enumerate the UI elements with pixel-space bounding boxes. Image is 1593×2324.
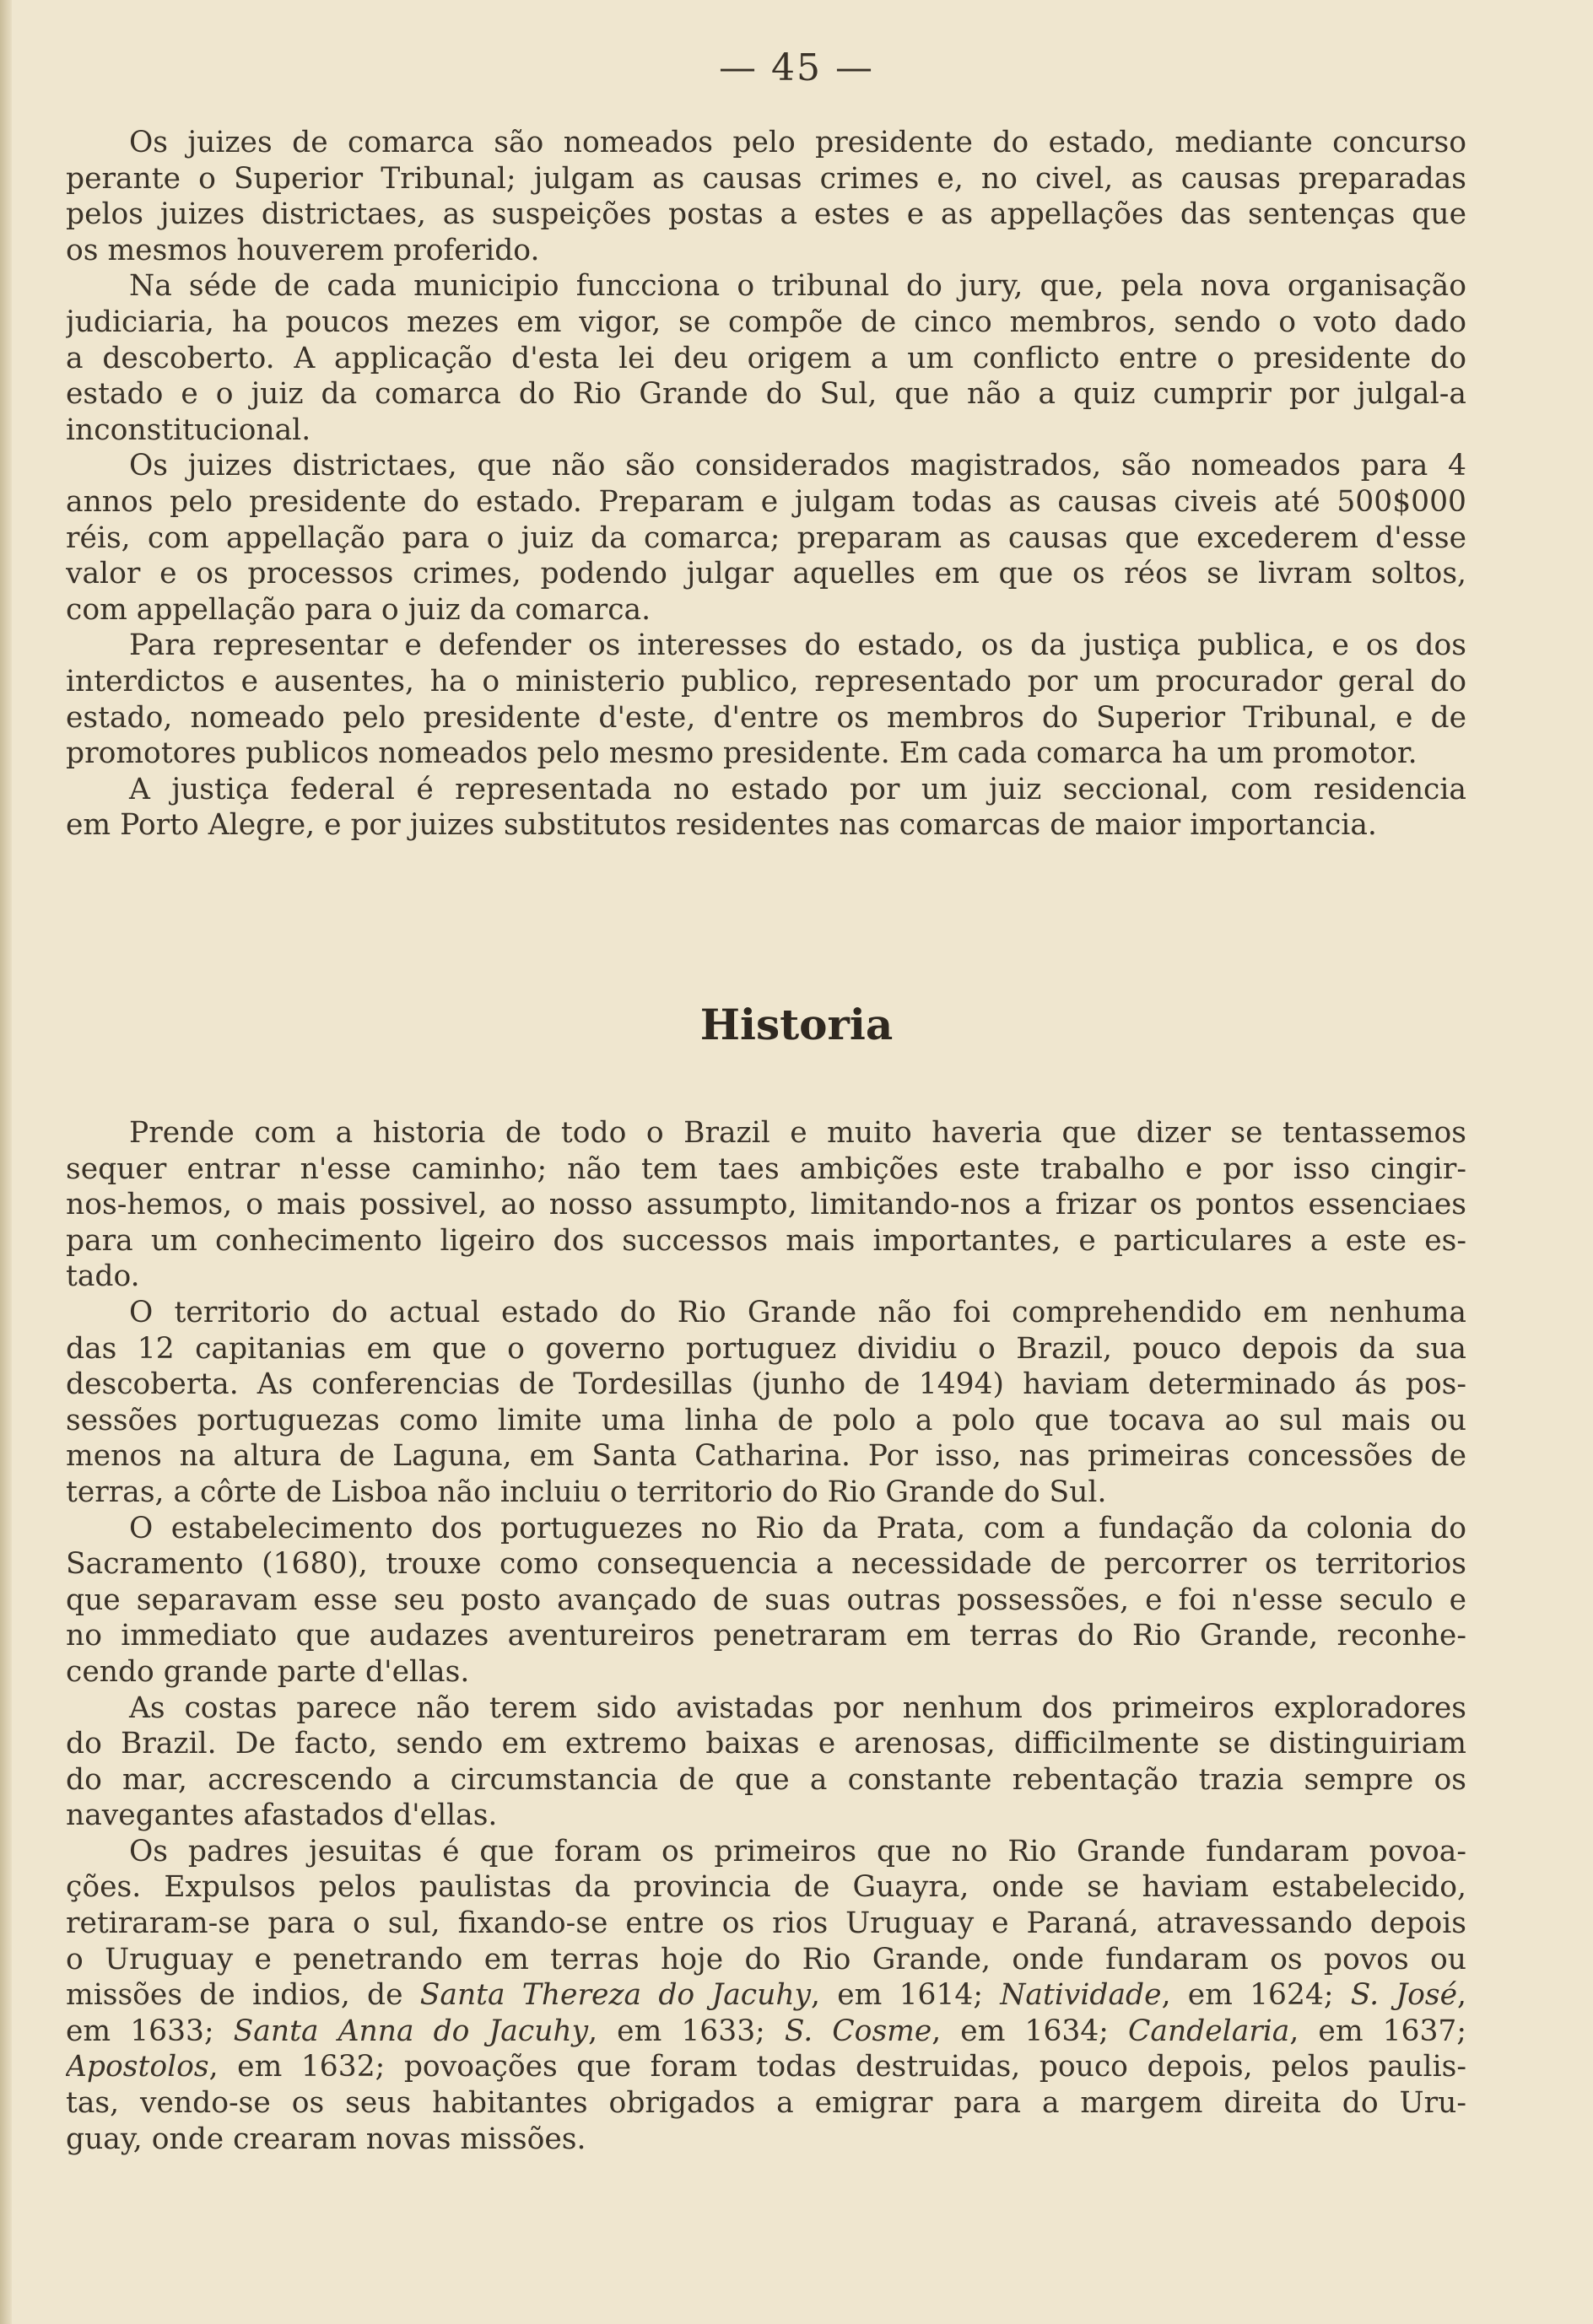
text-line: valor e os processos crimes, podendo julgar aquelles em que os réos se livram soltos, — [66, 557, 1466, 591]
text-line: cendo grande parte d'ellas. — [66, 1654, 470, 1689]
text-line: Os juizes districtaes, que não são considerados magistrados, são nomeados para 4 — [129, 449, 1466, 483]
text-line: Para representar e defender os interesses do estado, os da justiça publica, e os dos — [129, 628, 1466, 663]
text-line: Na séde de cada municipio funcciona o tribunal do jury, que, pela nova organisação — [129, 269, 1466, 304]
text-line: com appellação para o juiz da comarca. — [66, 592, 651, 627]
text-line: sessões portuguezas como limite uma linha de polo a polo que tocava ao sul mais ou — [66, 1403, 1466, 1437]
text-line: A justiça federal é representada no estado por um juiz seccional, com residencia — [129, 772, 1466, 806]
text-line: guay, onde crearam novas missões. — [66, 2122, 586, 2156]
text-segment: , em 1624; — [1161, 1978, 1351, 2013]
text-segment: , em 1633; — [588, 2014, 785, 2048]
text-line: tas, vendo-se os seus habitantes obrigados a emigrar para a margem direita do Uru- — [66, 2086, 1466, 2121]
text-line: Os padres jesuitas é que foram os primeiros que no Rio Grande fundaram povoa- — [129, 1834, 1466, 1868]
text-line: do mar, accrescendo a circumstancia de que a constante rebentação trazia sempre os — [66, 1762, 1466, 1797]
text-segment: , em 1637; — [1289, 2014, 1466, 2048]
text-line: O estabelecimento dos portuguezes no Rio da Prata, com a fundação da colonia do — [129, 1511, 1466, 1545]
text-line: os mesmos houverem proferido. — [66, 233, 540, 267]
text-line: em Porto Alegre, e por juizes substitutos residentes nas comarcas de maior importancia. — [66, 808, 1377, 843]
text-line: menos na altura de Laguna, em Santa Catharina. Por isso, nas primeiras concessões de — [66, 1439, 1466, 1474]
text-line: nos-hemos, o mais possivel, ao nosso assumpto, limitando-nos a frizar os pontos essenciaes — [66, 1188, 1466, 1222]
italic-place-name: Natividade — [1000, 1978, 1162, 2013]
body-text-block-1 — [66, 125, 1466, 844]
text-line: retiraram-se para o sul, fixando-se entre os rios Uruguay e Paraná, atravessando depois — [66, 1906, 1466, 1941]
text-line: tado. — [66, 1259, 140, 1294]
italic-place-name: S. Cosme — [784, 2014, 932, 2048]
text-line: estado, nomeado pelo presidente d'este, d'entre os membros do Superior Tribunal, e de — [66, 700, 1466, 735]
text-line: perante o Superior Tribunal; julgam as causas crimes e, no civel, as causas preparadas — [66, 161, 1466, 196]
text-line: sequer entrar n'esse caminho; não tem taes ambições este trabalho e por isso cingir- — [66, 1151, 1466, 1186]
text-line: réis, com appellação para o juiz da comarca; preparam as causas que excederem d'esse — [66, 520, 1466, 555]
page-edge — [0, 0, 12, 2324]
text-line: terras, a côrte de Lisboa não incluiu o territorio do Rio Grande do Sul. — [66, 1475, 1107, 1509]
text-line: a descoberto. A applicação d'esta lei deu origem a um conflicto entre o presidente do — [66, 341, 1466, 375]
text-line: promotores publicos nomeados pelo mesmo presidente. Em cada comarca ha um promotor. — [66, 736, 1418, 771]
text-line: annos pelo presidente do estado. Preparam e julgam todas as causas civeis até 500$000 — [66, 484, 1466, 519]
text-line: estado e o juiz da comarca do Rio Grande do Sul, que não a quiz cumprir por julgal-a — [66, 377, 1466, 412]
text-line — [66, 2049, 1466, 2085]
text-line: interdictos e ausentes, ha o ministerio publico, representado por um procurador geral do — [66, 664, 1466, 698]
text-line — [66, 2014, 1466, 2050]
text-line: descoberta. As conferencias de Tordesillas (junho de 1494) haviam determinado ás pos- — [66, 1367, 1466, 1402]
section-heading: Historia — [699, 1000, 894, 1049]
page-number: — 45 — — [719, 46, 874, 89]
text-line: judiciaria, ha poucos mezes em vigor, se compõe de cinco membros, sendo o voto dado — [66, 305, 1466, 339]
text-segment: , — [1457, 1978, 1466, 2013]
text-segment: , em 1614; — [811, 1978, 1001, 2013]
italic-place-name: Apostolos — [66, 2050, 209, 2084]
text-segment: em 1633; — [66, 2014, 234, 2048]
italic-place-name: Candelaria — [1127, 2014, 1290, 2048]
text-segment: missões de indios, de — [66, 1978, 420, 2013]
text-line: O territorio do actual estado do Rio Grande não foi comprehendido em nenhuma — [129, 1295, 1466, 1329]
text-line: para um conhecimento ligeiro dos successos mais importantes, e particulares a este es- — [66, 1223, 1466, 1258]
text-line: inconstitucional. — [66, 412, 311, 447]
text-line: navegantes afastados d'ellas. — [66, 1798, 498, 1833]
text-segment: , em 1632; povoações que foram todas destruidas, pouco depois, pelos paulis- — [208, 2050, 1466, 2084]
italic-place-name: Santa Anna do Jacuhy — [233, 2014, 589, 2048]
text-line: no immediato que audazes aventureiros penetraram em terras do Rio Grande, reconhe- — [66, 1619, 1466, 1653]
text-line — [66, 1977, 1466, 2014]
text-line: que separavam esse seu posto avançado de suas outras possessões, e foi n'esse seculo e — [66, 1583, 1466, 1617]
body-text-block-2 — [66, 1115, 1466, 2157]
text-line: do Brazil. De facto, sendo em extremo baixas e arenosas, difficilmente se distinguiriam — [66, 1727, 1466, 1761]
italic-place-name: Santa Thereza do Jacuhy — [419, 1978, 812, 2013]
text-line: das 12 capitanias em que o governo portuguez dividiu o Brazil, pouco depois da sua — [66, 1331, 1466, 1366]
text-line: Sacramento (1680), trouxe como consequencia a necessidade de percorrer os territorios — [66, 1547, 1466, 1582]
text-line: As costas parece não terem sido avistadas por nenhum dos primeiros exploradores — [129, 1690, 1466, 1725]
text-segment: , em 1634; — [932, 2014, 1128, 2048]
text-line: o Uruguay e penetrando em terras hoje do Rio Grande, onde fundaram os povos ou — [66, 1942, 1466, 1976]
italic-place-name: S. José — [1350, 1978, 1458, 2013]
text-line: Os juizes de comarca são nomeados pelo presidente do estado, mediante concurso — [129, 126, 1466, 159]
text-line: Prende com a historia de todo o Brazil e muito haveria que dizer se tentassemos — [129, 1116, 1466, 1150]
text-line: ções. Expulsos pelos paulistas da provincia de Guayra, onde se haviam estabelecido, — [66, 1870, 1466, 1905]
text-line: pelos juizes districtaes, as suspeições postas a estes e as appellações das sentenças que — [66, 197, 1466, 232]
